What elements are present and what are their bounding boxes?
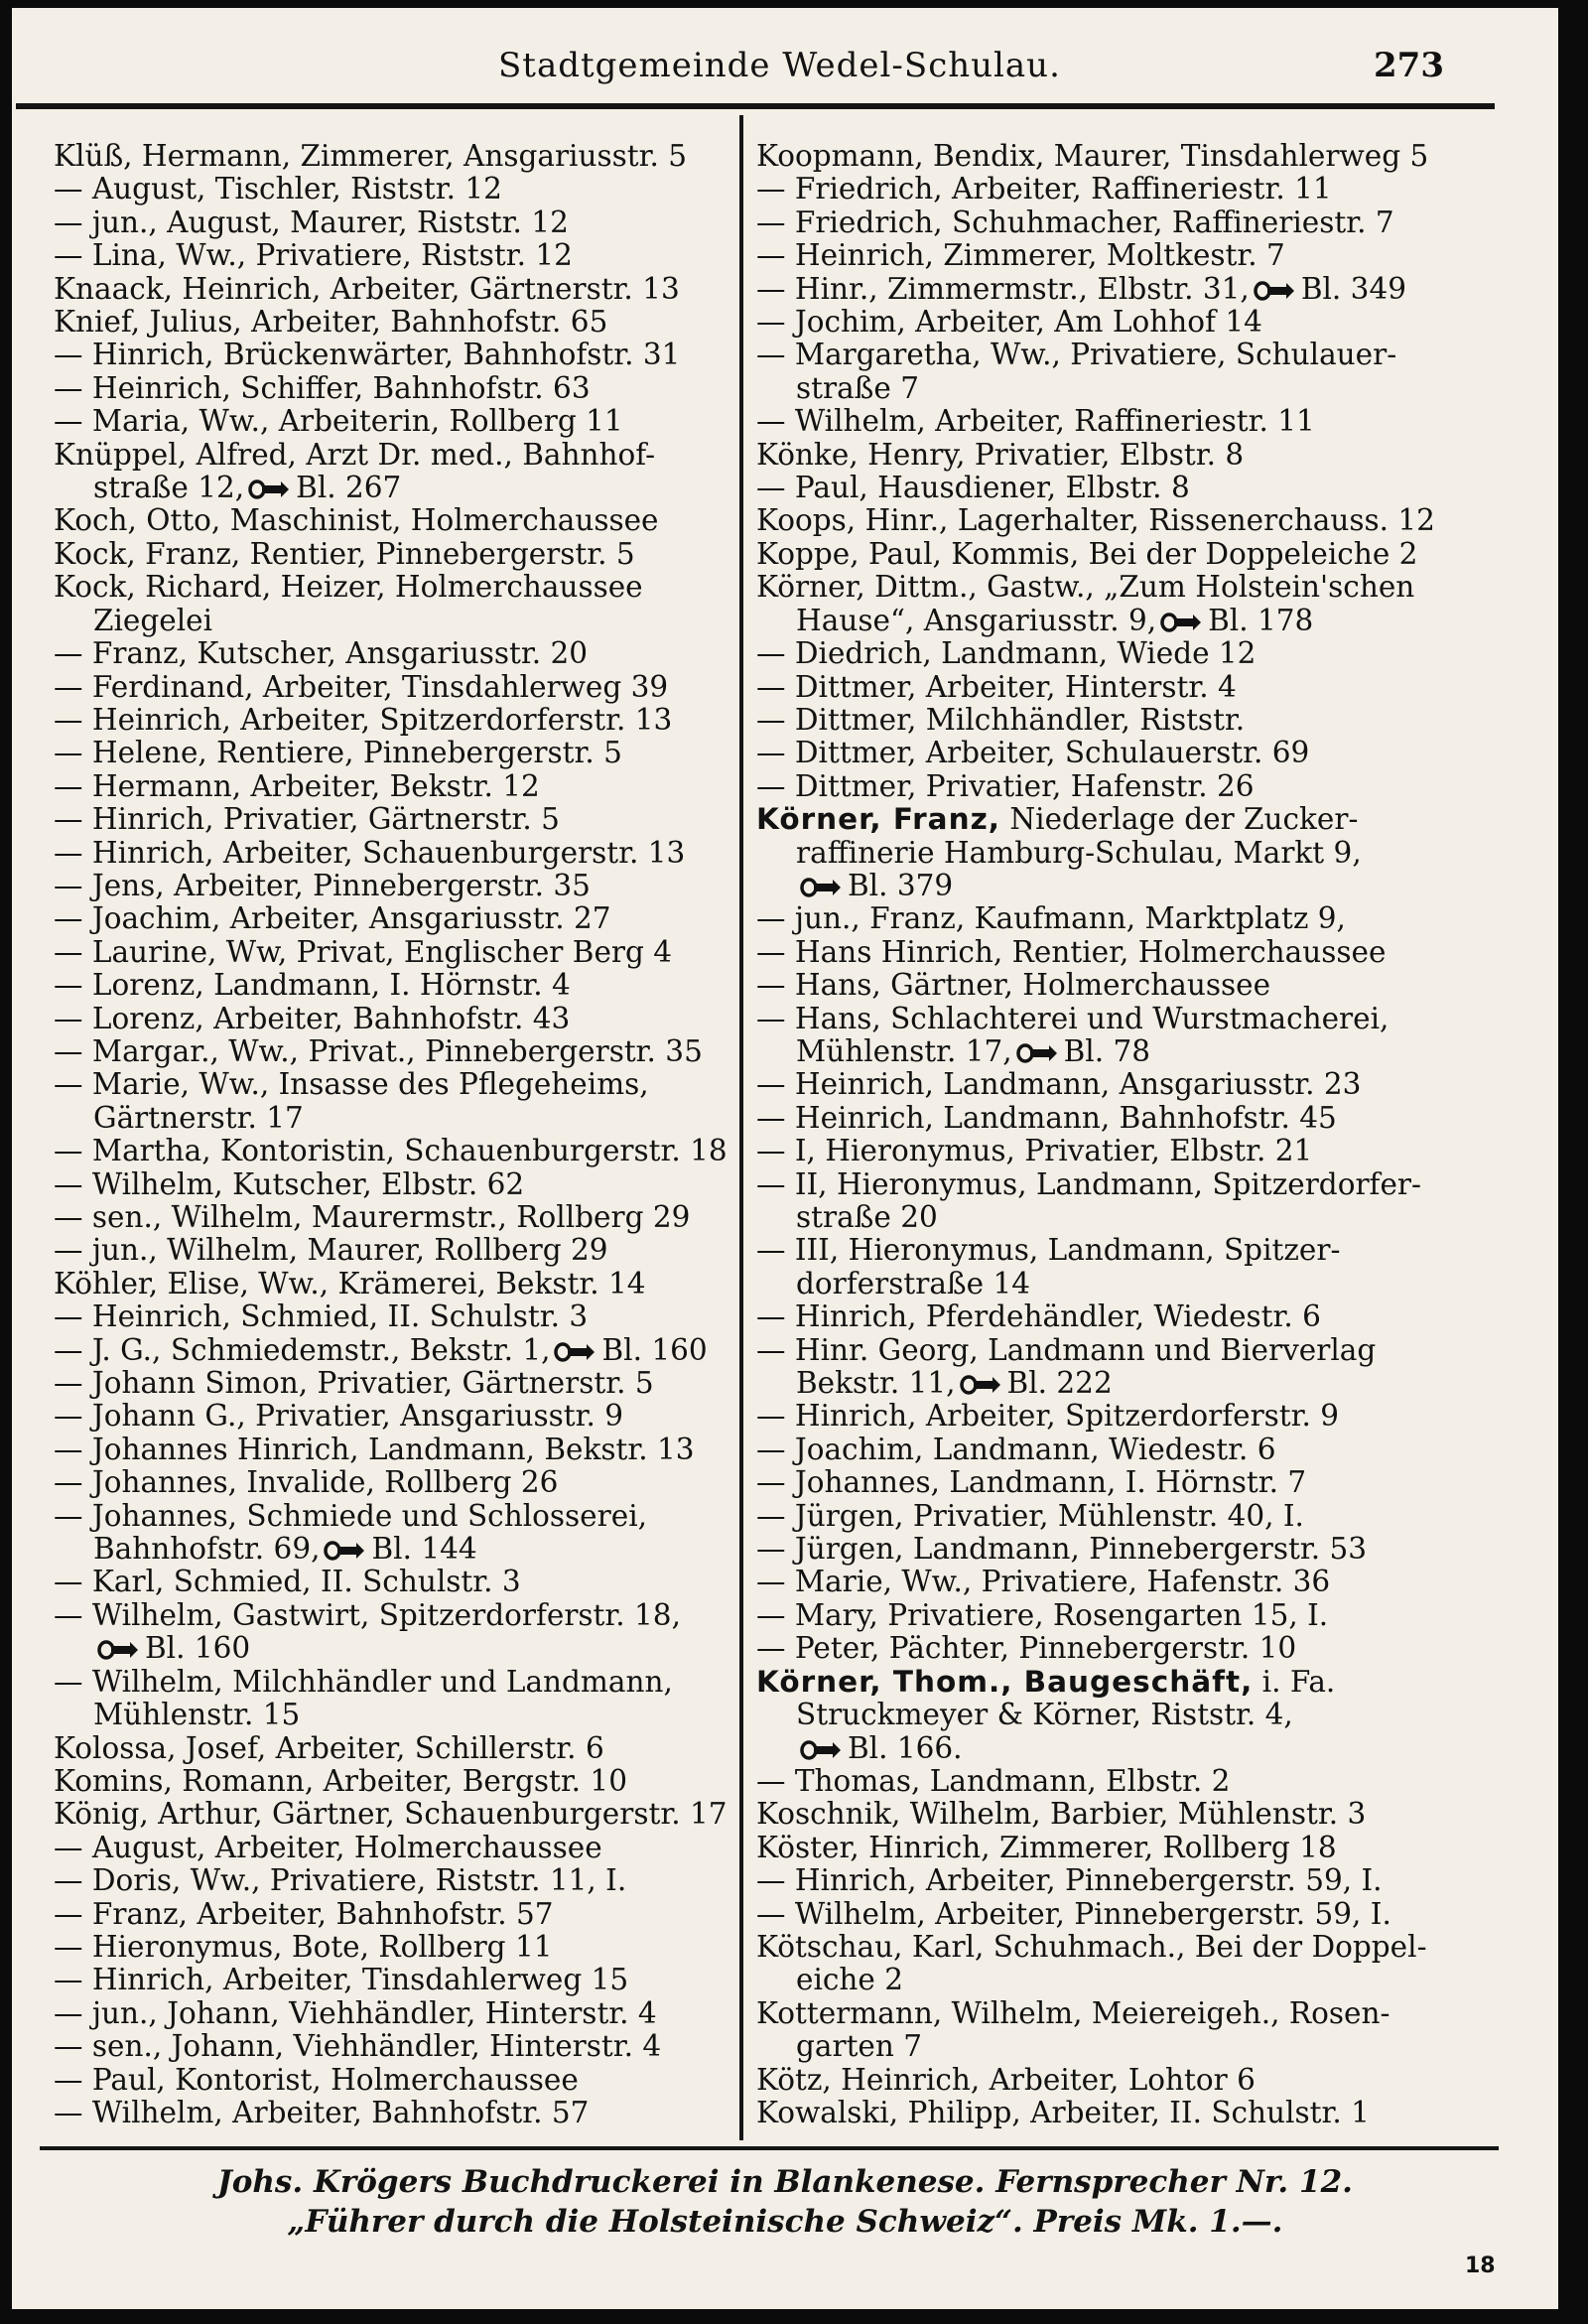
entry-text: Knüppel, Alfred, Arzt Dr. med., Bahnhof- bbox=[54, 438, 656, 472]
directory-entry bbox=[54, 504, 740, 537]
directory-entry bbox=[756, 1732, 1491, 1765]
entry-text: — Paul, Hausdiener, Elbstr. 8 bbox=[756, 472, 1190, 505]
directory-entry bbox=[54, 1931, 740, 1964]
telephone-key-icon bbox=[1160, 612, 1202, 633]
entry-text: Kötz, Heinrich, Arbeiter, Lohtor 6 bbox=[756, 2063, 1256, 2097]
entry-text: Mühlenstr. 17, bbox=[796, 1034, 1012, 1068]
entry-text: — Joachim, Arbeiter, Ansgariusstr. 27 bbox=[54, 902, 611, 936]
entry-text: garten 7 bbox=[796, 2030, 923, 2064]
entry-text: straße 20 bbox=[796, 1201, 938, 1234]
entry-text: Kolossa, Josef, Arbeiter, Schillerstr. 6 bbox=[54, 1731, 604, 1765]
telephone-key-icon bbox=[800, 877, 842, 898]
footer-rule bbox=[40, 2146, 1499, 2150]
directory-entry bbox=[54, 472, 740, 504]
directory-entry bbox=[54, 1666, 740, 1699]
entry-text: — Franz, Kutscher, Ansgariusstr. 20 bbox=[54, 637, 589, 671]
directory-entry bbox=[54, 173, 740, 205]
entry-text: — Franz, Arbeiter, Bahnhofstr. 57 bbox=[54, 1897, 554, 1931]
telephone-number: Bl. 222 bbox=[1006, 1367, 1113, 1401]
telephone-number: Bl. 144 bbox=[371, 1533, 477, 1567]
directory-entry bbox=[54, 1367, 740, 1400]
entry-text: Bekstr. 11, bbox=[796, 1367, 956, 1401]
telephone-number: Bl. 160 bbox=[601, 1333, 708, 1367]
entry-text: Koch, Otto, Maschinist, Holmerchaussee bbox=[54, 504, 659, 538]
directory-entry bbox=[756, 472, 1491, 504]
directory-entry bbox=[756, 1466, 1491, 1499]
entry-text: raffinerie Hamburg-Schulau, Markt 9, bbox=[796, 836, 1362, 870]
entry-text: — sen., Wilhelm, Maurermstr., Rollberg 29 bbox=[54, 1201, 691, 1234]
directory-entry bbox=[54, 936, 740, 969]
entry-text: Körner, Dittm., Gastw., „Zum Holstein'schen bbox=[756, 571, 1415, 605]
telephone-key-icon bbox=[324, 1540, 365, 1562]
entry-text: Kock, Franz, Rentier, Pinnebergerstr. 5 bbox=[54, 537, 635, 571]
entry-text: — Jens, Arbeiter, Pinnebergerstr. 35 bbox=[54, 869, 591, 902]
directory-entry bbox=[54, 704, 740, 737]
entry-text: — Marie, Ww., Privatiere, Hafenstr. 36 bbox=[756, 1566, 1331, 1599]
entry-text: — Margaretha, Ww., Privatiere, Schulauer- bbox=[756, 339, 1397, 372]
footer-advert-line2: „Führer durch die Holsteinische Schweiz“. Preis Mk. 1.—. bbox=[287, 2204, 1283, 2240]
directory-entry bbox=[756, 1666, 1491, 1699]
entry-text: — jun., Franz, Kaufmann, Marktplatz 9, bbox=[756, 902, 1346, 936]
directory-entry bbox=[756, 504, 1491, 537]
entry-text: — Karl, Schmied, II. Schulstr. 3 bbox=[54, 1566, 521, 1599]
directory-entry bbox=[54, 1533, 740, 1566]
page-number: 273 bbox=[1374, 46, 1444, 85]
directory-entry bbox=[756, 1367, 1491, 1400]
entry-text: Bahnhofstr. 69, bbox=[93, 1533, 321, 1567]
entry-text: Kottermann, Wilhelm, Meiereigeh., Rosen- bbox=[756, 1996, 1390, 2030]
entry-text: i. Fa. bbox=[1253, 1665, 1336, 1699]
entry-text: — Johann G., Privatier, Ansgariusstr. 9 bbox=[54, 1400, 624, 1434]
directory-entry bbox=[756, 671, 1491, 704]
directory-entry bbox=[756, 571, 1491, 604]
entry-text: — jun., Wilhelm, Maurer, Rollberg 29 bbox=[54, 1234, 608, 1268]
directory-entry bbox=[54, 1500, 740, 1533]
entry-text: — II, Hieronymus, Landmann, Spitzerdorfer- bbox=[756, 1167, 1422, 1201]
directory-entry bbox=[54, 2097, 740, 2129]
entry-text: dorferstraße 14 bbox=[796, 1267, 1030, 1300]
directory-entry bbox=[756, 173, 1491, 205]
entry-text: — Wilhelm, Arbeiter, Bahnhofstr. 57 bbox=[54, 2096, 590, 2129]
directory-entry bbox=[54, 1466, 740, 1499]
directory-entry bbox=[756, 1832, 1491, 1864]
entry-text: — Helene, Rentiere, Pinnebergerstr. 5 bbox=[54, 737, 622, 770]
entry-text: Koschnik, Wilhelm, Barbier, Mühlenstr. 3 bbox=[756, 1798, 1367, 1832]
entry-text: — Friedrich, Schuhmacher, Raffineriestr. 7 bbox=[756, 205, 1394, 239]
directory-entry bbox=[756, 1632, 1491, 1665]
directory-entry bbox=[756, 770, 1491, 803]
entry-text: — Wilhelm, Arbeiter, Pinnebergerstr. 59, I. bbox=[756, 1897, 1391, 1931]
entry-text: — Maria, Ww., Arbeiterin, Rollberg 11 bbox=[54, 405, 623, 439]
entry-text: — Hinrich, Brückenwärter, Bahnhofstr. 31 bbox=[54, 339, 681, 372]
entry-text: — Lorenz, Arbeiter, Bahnhofstr. 43 bbox=[54, 1002, 571, 1035]
directory-entry bbox=[756, 1334, 1491, 1367]
directory-entry bbox=[756, 2030, 1491, 2063]
directory-entry bbox=[756, 1997, 1491, 2030]
directory-entry bbox=[54, 538, 740, 571]
directory-entry bbox=[54, 2064, 740, 2097]
page-title: Stadtgemeinde Wedel-Schulau. bbox=[498, 46, 1061, 85]
entry-text: Köster, Hinrich, Zimmerer, Rollberg 18 bbox=[756, 1831, 1337, 1864]
telephone-key-icon bbox=[554, 1341, 596, 1363]
entry-text: — Thomas, Landmann, Elbstr. 2 bbox=[756, 1764, 1231, 1798]
telephone-key-icon bbox=[97, 1639, 139, 1661]
entry-text: Komins, Romann, Arbeiter, Bergstr. 10 bbox=[54, 1764, 627, 1798]
directory-entry bbox=[756, 273, 1491, 306]
directory-entry bbox=[756, 870, 1491, 902]
entry-text: — Wilhelm, Kutscher, Elbstr. 62 bbox=[54, 1167, 525, 1201]
directory-entry bbox=[54, 1997, 740, 2030]
directory-entry bbox=[756, 1765, 1491, 1798]
entry-text: Hause“, Ansgariusstr. 9, bbox=[796, 604, 1157, 637]
directory-entry bbox=[756, 1964, 1491, 1996]
telephone-key-icon bbox=[800, 1739, 842, 1761]
directory-entry bbox=[54, 605, 740, 637]
directory-entry bbox=[54, 1566, 740, 1598]
entry-text: — Heinrich, Schmied, II. Schulstr. 3 bbox=[54, 1300, 589, 1334]
directory-entry bbox=[54, 1300, 740, 1333]
directory-entry bbox=[54, 1268, 740, 1300]
directory-entry bbox=[756, 306, 1491, 339]
directory-entry bbox=[54, 1699, 740, 1731]
directory-entry bbox=[54, 1632, 740, 1665]
entry-text: — August, Tischler, Riststr. 12 bbox=[54, 173, 502, 206]
entry-text: — J. G., Schmiedemstr., Bekstr. 1, bbox=[54, 1333, 551, 1367]
entry-text: Koopmann, Bendix, Maurer, Tinsdahlerweg 5 bbox=[756, 140, 1429, 173]
entry-text: Knaack, Heinrich, Arbeiter, Gärtnerstr. 13 bbox=[54, 272, 680, 306]
entry-text: — Jürgen, Landmann, Pinnebergerstr. 53 bbox=[756, 1533, 1368, 1567]
directory-entry bbox=[756, 737, 1491, 769]
entry-text: Struckmeyer & Körner, Riststr. 4, bbox=[796, 1699, 1293, 1732]
entry-text: — Johannes Hinrich, Landmann, Bekstr. 13 bbox=[54, 1433, 695, 1466]
directory-entry bbox=[54, 1964, 740, 1996]
directory-page bbox=[12, 8, 1558, 2309]
directory-entry bbox=[54, 803, 740, 836]
directory-entry bbox=[54, 1599, 740, 1632]
telephone-number: Bl. 78 bbox=[1063, 1034, 1151, 1068]
directory-entry bbox=[756, 1533, 1491, 1566]
directory-entry bbox=[756, 372, 1491, 405]
directory-entry bbox=[54, 902, 740, 935]
directory-entry bbox=[54, 206, 740, 239]
entry-text: — Lina, Ww., Privatiere, Riststr. 12 bbox=[54, 239, 573, 273]
entry-text: — Johannes, Invalide, Rollberg 26 bbox=[54, 1466, 559, 1500]
entry-text: — Wilhelm, Arbeiter, Raffineriestr. 11 bbox=[756, 405, 1315, 439]
telephone-number: Bl. 349 bbox=[1300, 272, 1406, 306]
entry-text: — Laurine, Ww, Privat, Englischer Berg 4 bbox=[54, 935, 673, 969]
directory-entry bbox=[54, 1434, 740, 1466]
telephone-key-icon bbox=[1254, 280, 1295, 302]
entry-text: — Margar., Ww., Privat., Pinnebergerstr. 35 bbox=[54, 1034, 703, 1068]
entry-text: — Dittmer, Milchhändler, Riststr. bbox=[756, 703, 1246, 737]
entry-text: — Jochim, Arbeiter, Am Lohhof 14 bbox=[756, 306, 1262, 340]
directory-entry bbox=[756, 2097, 1491, 2129]
entry-text: Könke, Henry, Privatier, Elbstr. 8 bbox=[756, 438, 1245, 472]
directory-entry bbox=[756, 206, 1491, 239]
entry-text: — Dittmer, Arbeiter, Schulauerstr. 69 bbox=[756, 737, 1310, 770]
directory-entry bbox=[756, 405, 1491, 438]
directory-entry bbox=[756, 1500, 1491, 1533]
directory-entry bbox=[756, 1300, 1491, 1333]
directory-entry bbox=[756, 2064, 1491, 2097]
directory-entry bbox=[756, 1035, 1491, 1068]
directory-entry bbox=[756, 1898, 1491, 1931]
directory-entry bbox=[756, 1798, 1491, 1831]
entry-text: — Hinr., Zimmermstr., Elbstr. 31, bbox=[756, 272, 1250, 306]
telephone-key-icon bbox=[248, 478, 290, 500]
business-name: Körner, Thom., Baugeschäft, bbox=[756, 1665, 1254, 1699]
entry-text: Köhler, Elise, Ww., Krämerei, Bekstr. 14 bbox=[54, 1267, 646, 1300]
entry-text: — Johannes, Schmiede und Schlosserei, bbox=[54, 1499, 648, 1533]
entry-text: — Heinrich, Landmann, Ansgariusstr. 23 bbox=[756, 1068, 1362, 1102]
directory-entry bbox=[54, 1201, 740, 1234]
directory-entry bbox=[756, 1599, 1491, 1632]
directory-entry bbox=[756, 1201, 1491, 1234]
directory-entry bbox=[756, 902, 1491, 935]
entry-text: — Jürgen, Privatier, Mühlenstr. 40, I. bbox=[756, 1499, 1304, 1533]
directory-entry bbox=[54, 969, 740, 1002]
directory-entry bbox=[756, 1003, 1491, 1035]
directory-entry bbox=[756, 439, 1491, 472]
entry-text: — Hinrich, Privatier, Gärtnerstr. 5 bbox=[54, 803, 560, 837]
entry-text: — Dittmer, Arbeiter, Hinterstr. 4 bbox=[756, 670, 1237, 704]
entry-text: — Hinrich, Arbeiter, Schauenburgerstr. 13 bbox=[54, 836, 686, 870]
directory-entry bbox=[756, 637, 1491, 670]
directory-entry bbox=[54, 770, 740, 803]
entry-text: — jun., Johann, Viehhändler, Hinterstr. 4 bbox=[54, 1996, 657, 2030]
entry-text: — Hieronymus, Bote, Rollberg 11 bbox=[54, 1930, 553, 1964]
entry-text: — sen., Johann, Viehhändler, Hinterstr. 4 bbox=[54, 2030, 662, 2064]
directory-entry bbox=[54, 1234, 740, 1267]
directory-entry bbox=[756, 803, 1491, 836]
footer-advert-line1: Johs. Krögers Buchdruckerei in Blankenese. Fernsprecher Nr. 12. bbox=[217, 2164, 1353, 2200]
directory-entry bbox=[54, 671, 740, 704]
directory-entry bbox=[54, 372, 740, 405]
entry-text: — Wilhelm, Gastwirt, Spitzerdorferstr. 18, bbox=[54, 1598, 681, 1632]
directory-entry bbox=[54, 1068, 740, 1101]
directory-entry bbox=[54, 1765, 740, 1798]
entry-text: — August, Arbeiter, Holmerchaussee bbox=[54, 1831, 602, 1864]
page-header bbox=[12, 46, 1558, 101]
entry-text: Knief, Julius, Arbeiter, Bahnhofstr. 65 bbox=[54, 306, 608, 340]
directory-entry bbox=[756, 1102, 1491, 1135]
entry-text: — Johann Simon, Privatier, Gärtnerstr. 5 bbox=[54, 1367, 654, 1401]
directory-entry bbox=[756, 969, 1491, 1002]
entry-text: Mühlenstr. 15 bbox=[93, 1699, 301, 1732]
telephone-number: Bl. 166. bbox=[848, 1731, 963, 1765]
entry-text: — Hinrich, Pferdehändler, Wiedestr. 6 bbox=[756, 1300, 1321, 1334]
directory-entry bbox=[54, 1102, 740, 1135]
telephone-number: Bl. 178 bbox=[1208, 604, 1314, 637]
directory-entry bbox=[54, 140, 740, 173]
directory-entry bbox=[54, 306, 740, 339]
directory-entry bbox=[54, 870, 740, 902]
directory-entry bbox=[756, 1234, 1491, 1267]
entry-text: — Hinrich, Arbeiter, Tinsdahlerweg 15 bbox=[54, 1964, 629, 1997]
directory-entry bbox=[756, 1168, 1491, 1201]
telephone-key-icon bbox=[960, 1374, 1001, 1396]
entry-text: — Mary, Privatiere, Rosengarten 15, I. bbox=[756, 1598, 1329, 1632]
telephone-number: Bl. 379 bbox=[848, 869, 954, 902]
header-rule bbox=[16, 103, 1495, 109]
directory-entry bbox=[54, 1832, 740, 1864]
entry-text: Koppe, Paul, Kommis, Bei der Doppeleiche 2 bbox=[756, 537, 1418, 571]
printer-signature: 18 bbox=[1465, 2254, 1496, 2278]
directory-entry bbox=[756, 605, 1491, 637]
directory-entry bbox=[756, 1068, 1491, 1101]
entry-text: König, Arthur, Gärtner, Schauenburgerstr. 17 bbox=[54, 1798, 728, 1832]
entry-text: — Wilhelm, Milchhändler und Landmann, bbox=[54, 1665, 673, 1699]
entry-text: Niederlage der Zucker- bbox=[999, 803, 1359, 837]
directory-entry bbox=[54, 837, 740, 870]
directory-entry bbox=[54, 239, 740, 272]
directory-entry bbox=[54, 1798, 740, 1831]
entry-text: Koops, Hinr., Lagerhalter, Rissenerchauss. 12 bbox=[756, 504, 1435, 538]
entry-text: — Hinr. Georg, Landmann und Bierverlag bbox=[756, 1333, 1377, 1367]
entry-text: — Heinrich, Landmann, Bahnhofstr. 45 bbox=[756, 1101, 1337, 1135]
entry-text: — Hinrich, Arbeiter, Spitzerdorferstr. 9 bbox=[756, 1400, 1340, 1434]
directory-entry bbox=[756, 1931, 1491, 1964]
entry-text: — Hans, Schlachterei und Wurstmacherei, bbox=[756, 1002, 1390, 1035]
directory-entry bbox=[756, 538, 1491, 571]
entry-text: — Doris, Ww., Privatiere, Riststr. 11, I. bbox=[54, 1864, 627, 1898]
directory-entry bbox=[756, 704, 1491, 737]
directory-entry bbox=[54, 571, 740, 604]
entry-text: — Martha, Kontoristin, Schauenburgerstr. 18 bbox=[54, 1135, 728, 1168]
directory-entry bbox=[54, 2030, 740, 2063]
entry-text: Gärtnerstr. 17 bbox=[93, 1101, 304, 1135]
directory-entry bbox=[756, 1566, 1491, 1598]
entry-text: — Hans, Gärtner, Holmerchaussee bbox=[756, 969, 1271, 1003]
directory-entry bbox=[54, 1168, 740, 1201]
directory-entry bbox=[54, 273, 740, 306]
entry-text: — Friedrich, Arbeiter, Raffineriestr. 11 bbox=[756, 173, 1332, 206]
entry-text: eiche 2 bbox=[796, 1964, 904, 1997]
directory-entry bbox=[54, 339, 740, 371]
entry-text: — Hinrich, Arbeiter, Pinnebergerstr. 59, I. bbox=[756, 1864, 1383, 1898]
directory-entry bbox=[756, 339, 1491, 371]
entry-text: — Dittmer, Privatier, Hafenstr. 26 bbox=[756, 769, 1255, 803]
entry-text: — Lorenz, Landmann, I. Hörnstr. 4 bbox=[54, 969, 571, 1003]
entry-text: — Heinrich, Arbeiter, Spitzerdorferstr. 13 bbox=[54, 703, 673, 737]
entry-text: Kowalski, Philipp, Arbeiter, II. Schulstr. 1 bbox=[756, 2096, 1370, 2129]
entry-text: Ziegelei bbox=[93, 604, 213, 637]
entry-text: straße 7 bbox=[796, 371, 919, 405]
directory-entry bbox=[756, 1699, 1491, 1731]
entry-text: — Hermann, Arbeiter, Bekstr. 12 bbox=[54, 769, 540, 803]
telephone-number: Bl. 160 bbox=[145, 1632, 251, 1666]
directory-entry bbox=[756, 239, 1491, 272]
directory-entry bbox=[54, 1135, 740, 1167]
directory-entry bbox=[54, 1003, 740, 1035]
right-column bbox=[756, 140, 1491, 2129]
directory-entry bbox=[756, 837, 1491, 870]
directory-entry bbox=[54, 405, 740, 438]
entry-text: straße 12, bbox=[93, 472, 245, 505]
entry-text: — Diedrich, Landmann, Wiede 12 bbox=[756, 637, 1257, 671]
directory-entry bbox=[54, 737, 740, 769]
directory-entry bbox=[756, 936, 1491, 969]
directory-entry bbox=[54, 439, 740, 472]
entry-text: — Joachim, Landmann, Wiedestr. 6 bbox=[756, 1433, 1276, 1466]
directory-entry bbox=[756, 140, 1491, 173]
directory-entry bbox=[756, 1864, 1491, 1897]
entry-text: — Marie, Ww., Insasse des Pflegeheims, bbox=[54, 1068, 649, 1102]
directory-entry bbox=[54, 1898, 740, 1931]
directory-entry bbox=[54, 1035, 740, 1068]
directory-entry bbox=[756, 1400, 1491, 1433]
directory-entry bbox=[54, 1400, 740, 1433]
entry-text: — Heinrich, Schiffer, Bahnhofstr. 63 bbox=[54, 371, 591, 405]
entry-text: — jun., August, Maurer, Riststr. 12 bbox=[54, 205, 569, 239]
directory-entry bbox=[54, 637, 740, 670]
left-column bbox=[54, 140, 740, 2129]
directory-entry bbox=[756, 1434, 1491, 1466]
entry-text: Kötschau, Karl, Schuhmach., Bei der Doppel- bbox=[756, 1930, 1427, 1964]
business-name: Körner, Franz, bbox=[756, 803, 1000, 837]
telephone-number: Bl. 267 bbox=[296, 472, 402, 505]
entry-text: — III, Hieronymus, Landmann, Spitzer- bbox=[756, 1234, 1341, 1268]
directory-entry bbox=[54, 1334, 740, 1367]
directory-entry bbox=[756, 1268, 1491, 1300]
directory-entry bbox=[756, 1135, 1491, 1167]
entry-text: — Johannes, Landmann, I. Hörnstr. 7 bbox=[756, 1466, 1307, 1500]
entry-text: — Peter, Pächter, Pinnebergerstr. 10 bbox=[756, 1632, 1297, 1666]
entry-text: — Paul, Kontorist, Holmerchaussee bbox=[54, 2063, 579, 2097]
entry-text: — Ferdinand, Arbeiter, Tinsdahlerweg 39 bbox=[54, 670, 669, 704]
entry-text: Klüß, Hermann, Zimmerer, Ansgariusstr. 5 bbox=[54, 140, 688, 173]
entry-text: Kock, Richard, Heizer, Holmerchaussee bbox=[54, 571, 643, 605]
entry-text: — Hans Hinrich, Rentier, Holmerchaussee bbox=[756, 935, 1387, 969]
entry-text: — I, Hieronymus, Privatier, Elbstr. 21 bbox=[756, 1135, 1313, 1168]
directory-entry bbox=[54, 1864, 740, 1897]
telephone-key-icon bbox=[1016, 1042, 1058, 1064]
directory-entry bbox=[54, 1732, 740, 1765]
entry-text: — Heinrich, Zimmerer, Moltkestr. 7 bbox=[756, 239, 1285, 273]
